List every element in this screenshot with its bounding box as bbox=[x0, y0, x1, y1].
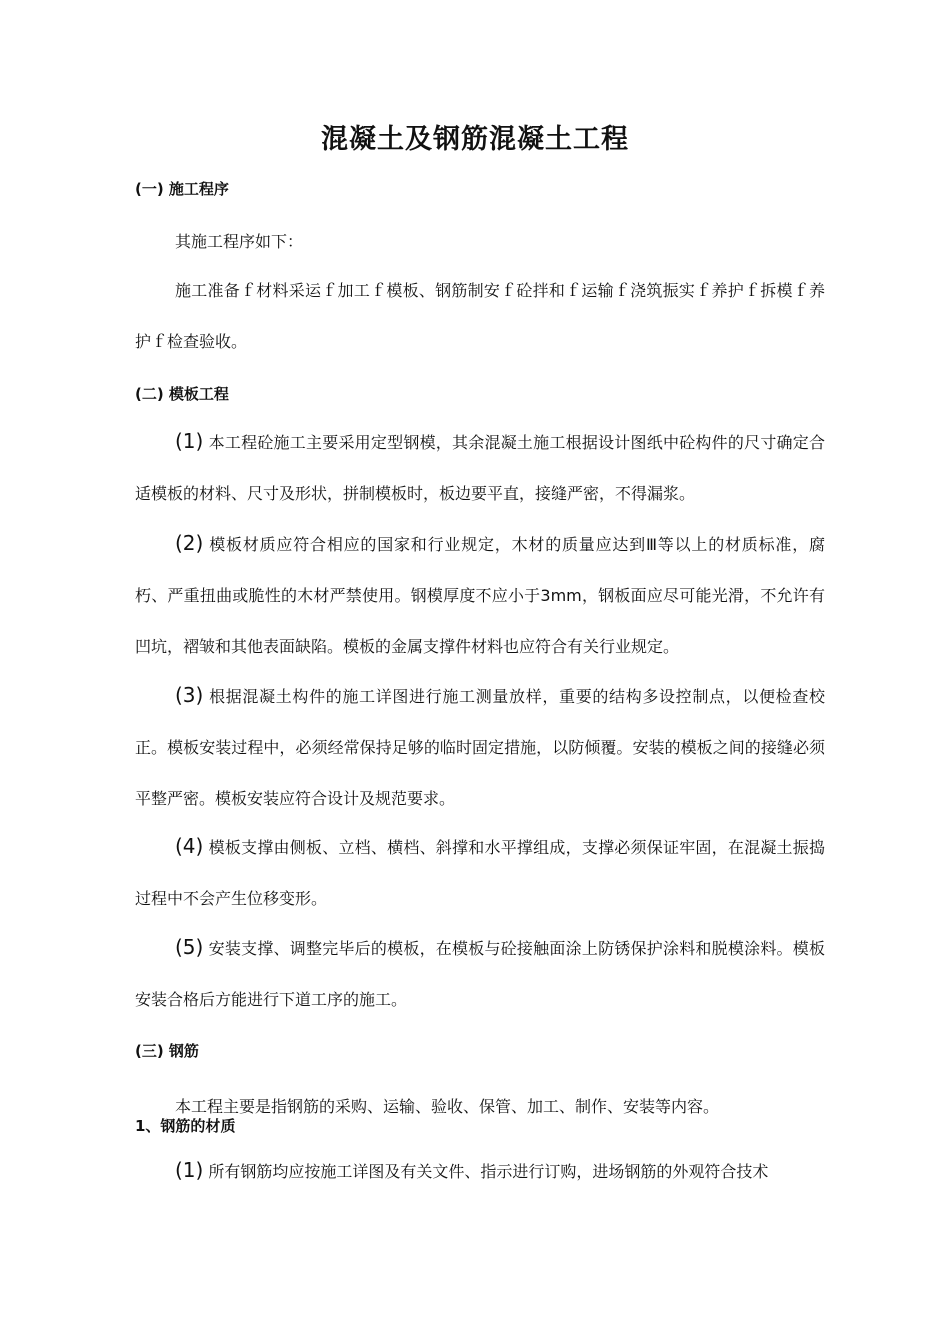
item-text: 所有钢筋均应按施工详图及有关文件、指示进行订购，进场钢筋的外观符合技术 bbox=[203, 1162, 769, 1181]
procedure-flow: 施工准备ｆ材料采运ｆ加工ｆ模板、钢筋制安ｆ砼拌和ｆ运输ｆ浇筑振实ｆ养护ｆ拆模ｆ养护ｆ检查验收。 bbox=[135, 281, 825, 351]
formwork-item-1 bbox=[135, 416, 825, 519]
rebar-material-item-1 bbox=[135, 1145, 825, 1197]
section-heading-procedure: (一) 施工程序 bbox=[135, 180, 229, 198]
procedure-intro: 其施工程序如下： bbox=[175, 232, 304, 251]
item-text: 模板支撑由侧板、立档、横档、斜撑和水平撑组成，支撑必须保证牢固，在混凝土振捣过程中不会产生位移变形。 bbox=[135, 838, 825, 908]
document-title: 混凝土及钢筋混凝土工程 bbox=[321, 124, 629, 155]
item-number: (3) bbox=[175, 683, 204, 707]
section-heading-rebar: (三) 钢筋 bbox=[135, 1042, 199, 1060]
subheading-rebar-material: 1、钢筋的材质 bbox=[135, 1117, 236, 1135]
item-number: (2) bbox=[175, 531, 204, 555]
item-number: (1) bbox=[175, 429, 204, 453]
formwork-item-2 bbox=[135, 518, 825, 672]
formwork-item-4 bbox=[135, 821, 825, 924]
item-number: (1) bbox=[175, 1158, 204, 1182]
item-text: 模板材质应符合相应的国家和行业规定，木材的质量应达到Ⅲ等以上的材质标准，腐朽、严重扭曲或脆性的木材严禁使用。钢模厚度不应小于3mm，钢板面应尽可能光滑，不允许有凹坑，褶皱和其他表面缺陷。模板的金属支撑件材料也应符合有关行业规定。 bbox=[135, 535, 825, 656]
item-text: 安装支撑、调整完毕后的模板，在模板与砼接触面涂上防锈保护涂料和脱模涂料。模板安装合格后方能进行下道工序的施工。 bbox=[135, 939, 825, 1009]
item-text: 根据混凝土构件的施工详图进行施工测量放样，重要的结构多设控制点，以便检查校正。模板安装过程中，必须经常保持足够的临时固定措施，以防倾覆。安装的模板之间的接缝必须平整严密。模板安装应符合设计及规范要求。 bbox=[135, 687, 825, 808]
section-heading-formwork: (二) 模板工程 bbox=[135, 385, 229, 403]
item-number: (4) bbox=[175, 834, 204, 858]
item-number: (5) bbox=[175, 935, 204, 959]
item-text: 本工程砼施工主要采用定型钢模，其余混凝土施工根据设计图纸中砼构件的尺寸确定合适模板的材料、尺寸及形状，拼制模板时，板边要平直，接缝严密，不得漏浆。 bbox=[135, 433, 825, 503]
formwork-item-3 bbox=[135, 670, 825, 824]
rebar-intro: 本工程主要是指钢筋的采购、运输、验收、保管、加工、制作、安装等内容。 bbox=[175, 1097, 720, 1116]
formwork-item-5 bbox=[135, 922, 825, 1025]
